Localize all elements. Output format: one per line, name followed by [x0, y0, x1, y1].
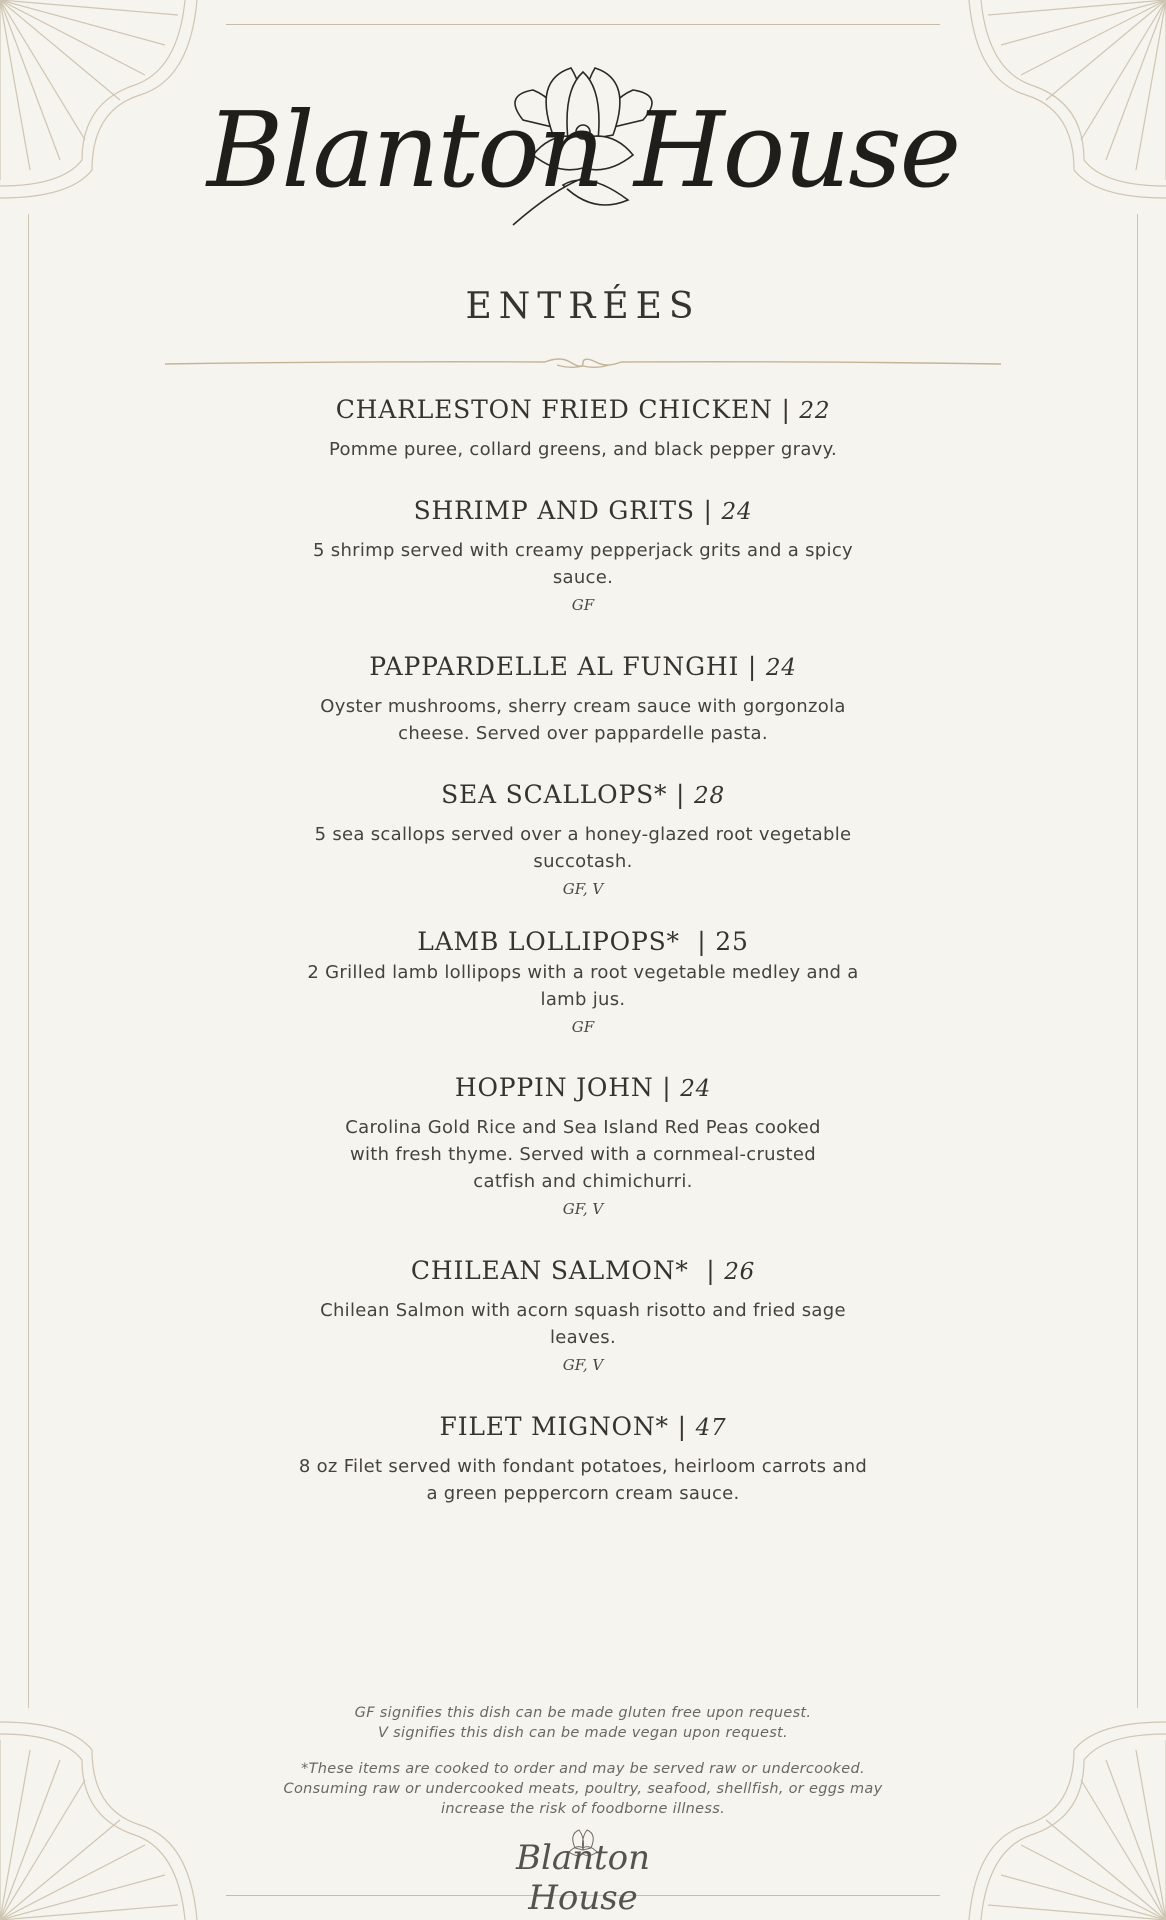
item-name-line: PAPPARDELLE AL FUNGHI | 24	[369, 652, 797, 681]
menu-item	[283, 1254, 883, 1376]
menu-item	[283, 650, 883, 747]
scroll-divider-ornament-icon	[165, 354, 1001, 374]
item-description: Pomme puree, collard greens, and black pepper gravy.	[328, 439, 838, 460]
item-dietary-tags: GF	[571, 1018, 595, 1036]
item-price: 28	[694, 783, 725, 809]
item-name-line: CHILEAN SALMON* | 26	[410, 1256, 756, 1285]
item-name-line: LAMB LOLLIPOPS* | 25	[417, 927, 749, 956]
menu-item	[283, 393, 883, 463]
dietary-legend	[233, 1703, 933, 1743]
item-price: 25	[715, 927, 749, 956]
brand-logo	[0, 60, 1166, 240]
item-price: 24	[721, 499, 753, 525]
item-name: PAPPARDELLE AL FUNGHI	[369, 652, 740, 681]
item-price: 24	[765, 655, 797, 681]
item-name: CHARLESTON FRIED CHICKEN	[335, 395, 773, 424]
menu-item	[283, 494, 883, 616]
item-price: 26	[724, 1259, 756, 1285]
item-price: 47	[695, 1415, 727, 1441]
left-border	[28, 214, 29, 1708]
brand-name: Blanton House	[206, 89, 960, 211]
section-title: ENTRÉES	[465, 286, 701, 327]
item-name-line: FILET MIGNON* | 47	[439, 1412, 727, 1441]
raw-food-warning	[233, 1759, 933, 1819]
raw-note-line-3: increase the risk of foodborne illness.	[440, 1801, 725, 1817]
item-name: CHILEAN SALMON*	[410, 1256, 689, 1285]
item-name: SHRIMP AND GRITS	[413, 496, 695, 525]
item-dietary-tags: GF	[571, 596, 595, 614]
gf-note: GF signifies this dish can be made gluten free upon request.	[354, 1705, 812, 1721]
v-note: V signifies this dish can be made vegan upon request.	[378, 1725, 788, 1741]
item-description: 5 shrimp served with creamy pepperjack grits and a spicy sauce.	[313, 540, 853, 588]
raw-note-line-1: *These items are cooked to order and may be served raw or undercooked.	[301, 1761, 865, 1777]
item-dietary-tags: GF, V	[562, 1200, 604, 1218]
footer-logo	[483, 1826, 683, 1918]
menu-item	[283, 1410, 883, 1507]
item-description: Chilean Salmon with acorn squash risotto and fried sage leaves.	[320, 1300, 846, 1348]
item-name: LAMB LOLLIPOPS*	[417, 927, 680, 956]
menu-item	[283, 778, 883, 900]
menu-item	[283, 1071, 883, 1220]
item-dietary-tags: GF, V	[562, 880, 604, 898]
item-price: 22	[799, 398, 831, 424]
item-dietary-tags: GF, V	[562, 1356, 604, 1374]
item-description: 8 oz Filet served with fondant potatoes, heirloom carrots and a green peppercorn cream sauce.	[298, 1456, 868, 1504]
item-price: 24	[680, 1076, 712, 1102]
item-name: HOPPIN JOHN	[454, 1073, 654, 1102]
item-description: Oyster mushrooms, sherry cream sauce with gorgonzola cheese. Served over pappardelle pasta.	[320, 696, 846, 744]
item-name-line: SHRIMP AND GRITS | 24	[413, 496, 753, 525]
footer-brand-name: Blanton House	[515, 1838, 651, 1918]
raw-note-line-2: Consuming raw or undercooked meats, poultry, seafood, shellfish, or eggs may	[283, 1781, 883, 1797]
item-description: 2 Grilled lamb lollipops with a root vegetable medley and a lamb jus.	[307, 962, 859, 1010]
corner-ornament-bottom-right	[966, 1720, 1166, 1920]
item-name: FILET MIGNON*	[439, 1412, 669, 1441]
right-border	[1137, 214, 1138, 1708]
item-name-line: SEA SCALLOPS* | 28	[441, 780, 725, 809]
item-name-line: HOPPIN JOHN | 24	[454, 1073, 712, 1102]
corner-ornament-bottom-left	[0, 1720, 200, 1920]
item-name-line: CHARLESTON FRIED CHICKEN | 22	[335, 395, 831, 424]
item-description: Carolina Gold Rice and Sea Island Red Peas cooked with fresh thyme. Served with a cornmeal-crusted catfish and chimichurri.	[345, 1117, 821, 1192]
item-description: 5 sea scallops served over a honey-glazed root vegetable succotash.	[314, 824, 852, 872]
item-name: SEA SCALLOPS*	[441, 780, 668, 809]
top-rule	[226, 24, 940, 25]
menu-item	[283, 925, 883, 1038]
